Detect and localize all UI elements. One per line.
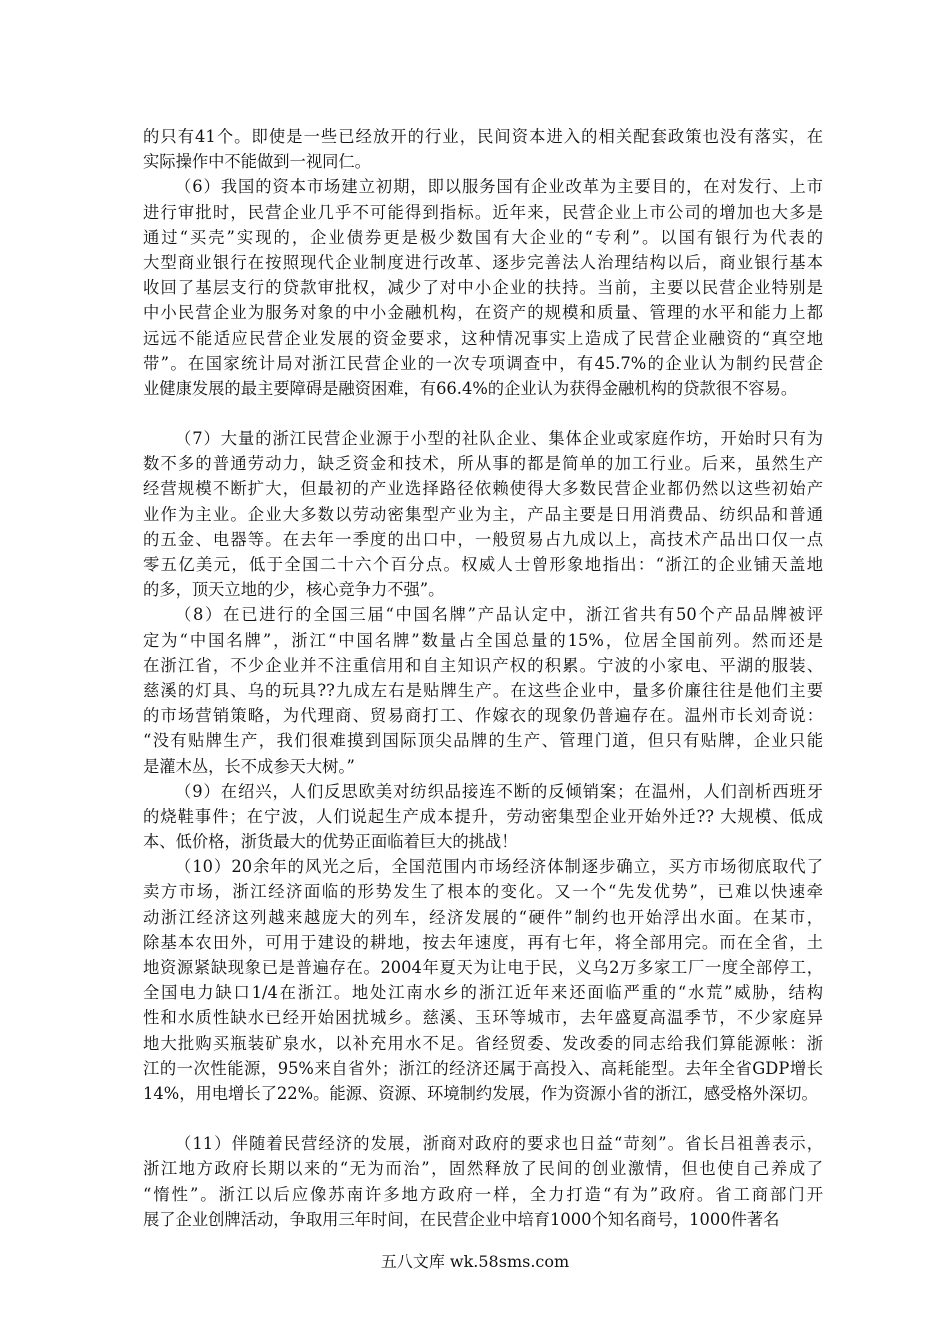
paragraph-7 [143,426,823,602]
text-line: 收回了基层支行的贷款审批权，减少了对中小企业的扶持。当前，主要以民营企业特别是 [143,278,823,298]
text-line: 浙江地方政府长期以来的“无为而治”，固然释放了民间的创业激情，但也使自己养成了 [143,1159,823,1179]
paragraph-9 [143,779,823,855]
text-line: 江的一次性能源，95%来自省外；浙江的经济还属于高投入、高耗能型。去年全省GDP增长 [143,1058,823,1078]
text-line: 慈溪的灯具、乌的玩具??九成左右是贴牌生产。在这些企业中，量多价廉往往是他们主要 [143,680,823,700]
text-line: 14%，用电增长了22%。能源、资源、环境制约发展，作为资源小省的浙江，感受格外深切。 [143,1083,818,1103]
text-line: 的市场营销策略，为代理商、贸易商打工、作嫁衣的现象仍普遍存在。温州市长刘奇说： [143,706,823,726]
paragraph-gap [143,1106,823,1131]
text-line: 地资源紧缺现象已是普遍存在。2004年夏天为让电于民，义乌2万多家工厂一度全部停工， [143,958,823,977]
text-line: 是灌木丛，长不成参天大树。” [143,756,355,776]
text-line: （9）在绍兴，人们反思欧美对纺织品接连不断的反倾销案；在温州，人们剖析西班牙 [175,781,823,801]
text-line: 大型商业银行在按照现代企业制度进行改革、逐步完善法人治理结构以后，商业银行基本 [143,252,823,272]
text-line: 全国电力缺口1/4在浙江。地处江南水乡的浙江近年来还面临严重的“水荒”威胁，结构 [143,983,823,1003]
paragraph-10 [143,854,823,1106]
document-body [143,124,823,1232]
paragraph-11 [143,1131,823,1232]
text-line: 业健康发展的最主要障碍是融资困难，有66.4%的企业认为获得金融机构的贷款很不容易。 [143,378,798,398]
paragraph-continued [143,124,823,174]
text-line: 实际操作中不能做到一视同仁。 [143,152,371,172]
paragraph-gap [143,401,823,426]
text-line: 的烧鞋事件；在宁波，人们说起生产成本提升，劳动密集型企业开始外迁?? 大规模、低成 [143,806,823,826]
text-line: 除基本农田外，可用于建设的耕地，按去年速度，再有七年，将全部用完。而在全省，土 [143,932,823,952]
text-line: 动浙江经济这列越来越庞大的列车，经济发展的“硬件”制约也开始浮出水面。在某市， [143,907,823,927]
text-line: 性和水质性缺水已经开始困扰城乡。慈溪、玉环等城市，去年盛夏高温季节，不少家庭异 [143,1008,823,1028]
text-line: 地大批购买瓶装矿泉水，以补充用水不足。省经贸委、发改委的同志给我们算能源帐：浙 [143,1033,823,1053]
text-line: 数不多的普通劳动力，缺乏资金和技术，所从事的都是简单的加工行业。后来，虽然生产 [143,454,823,474]
paragraph-6 [143,174,823,401]
text-line: （10）20余年的风光之后，全国范围内市场经济体制逐步确立，买方市场彻底取代了 [175,857,823,877]
text-line: （11）伴随着民营经济的发展，浙商对政府的要求也日益“苛刻”。省长吕祖善表示， [175,1134,823,1154]
text-line: 的只有41个。即使是一些已经放开的行业，民间资本进入的相关配套政策也没有落实，在 [143,127,823,146]
text-line: （6）我国的资本市场建立初期，即以服务国有企业改革为主要目的，在对发行、上市 [175,177,823,197]
text-line: 业作为主业。企业大多数以劳动密集型产业为主，产品主要是日用消费品、纺织品和普通 [143,504,823,524]
text-line: “没有贴牌生产，我们很难摸到国际顶尖品牌的生产、管理门道，但只有贴牌，企业只能 [143,731,823,751]
text-line: 中小民营企业为服务对象的中小金融机构，在资产的规模和质量、管理的水平和能力上都 [143,303,823,323]
text-line: 通过“买壳”实现的，企业债券更是极少数国有大企业的“专利”。以国有银行为代表的 [143,227,823,247]
text-line: 展了企业创牌活动，争取用三年时间，在民营企业中培育1000个知名商号，1000件著名 [143,1209,780,1229]
text-line: 在浙江省，不少企业并不注重信用和自主知识产权的积累。宁波的小家电、平湖的服装、 [143,655,823,675]
text-line: 经营规模不断扩大，但最初的产业选择路径依赖使得大多数民营企业都仍然以这些初始产 [143,479,823,499]
text-line: 带”。在国家统计局对浙江民营企业的一次专项调查中，有45.7%的企业认为制约民营企 [143,353,823,373]
text-line: 卖方市场，浙江经济面临的形势发生了根本的变化。又一个“先发优势”，已难以快速牵 [143,882,823,902]
text-line: 的多，顶天立地的少，核心竞争力不强”。 [143,580,445,600]
paragraph-8 [143,602,823,778]
text-line: 本、低价格，浙货最大的优势正面临着巨大的挑战！ [143,832,518,852]
text-line: 的五金、电器等。在去年一季度的出口中，一般贸易占九成以上，高技术产品出口仅一点 [143,529,823,549]
text-line: （8）在已进行的全国三届“中国名牌”产品认定中，浙江省共有50个产品品牌被评 [175,605,823,625]
text-line: 进行审批时，民营企业几乎不可能得到指标。近年来，民营企业上市公司的增加也大多是 [143,202,823,222]
text-line: （7）大量的浙江民营企业源于小型的社队企业、集体企业或家庭作坊，开始时只有为 [175,429,823,449]
text-line: “惰性”。浙江以后应像苏南许多地方政府一样，全力打造“有为”政府。省工商部门开 [143,1184,823,1204]
text-line: 远远不能适应民营企业发展的资金要求，这种情况事实上造成了民营企业融资的“真空地 [143,328,823,348]
text-line: 零五亿美元，低于全国二十六个百分点。权威人士曾形象地指出：“浙江的企业铺天盖地 [143,555,823,574]
footer-watermark: 五八文库 wk.58sms.com [380,1252,570,1271]
text-line: 定为“中国名牌”，浙江“中国名牌”数量占全国总量的15%，位居全国前列。然而还是 [143,630,823,650]
